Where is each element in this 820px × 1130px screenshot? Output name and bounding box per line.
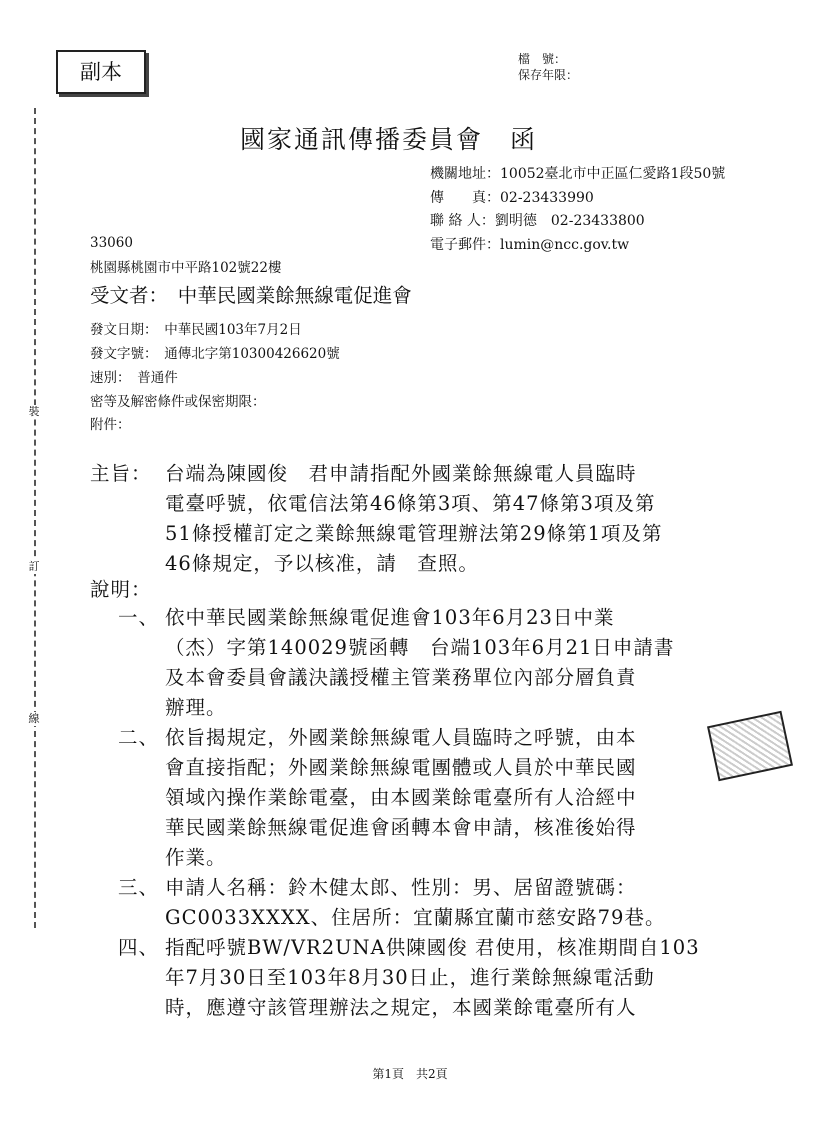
item-line: 指配呼號BW/VR2UNA供陳國俊 君使用，核准期間自103 [165, 936, 700, 959]
postal-code: 33060 [90, 235, 133, 251]
subject-label: 主旨： [90, 462, 152, 485]
item-line: （杰）字第140029號函轉 台端103年6月21日申請書 [165, 636, 675, 659]
binding-mark-3: 線 [28, 712, 40, 725]
item-number: 一、 [118, 606, 160, 629]
binding-mark-2: 訂 [28, 560, 40, 573]
item-line: 辦理。 [165, 696, 227, 719]
item-line: 華民國業餘無線電促進會函轉本會申請，核准後始得 [165, 816, 637, 839]
dispatch-date: 發文日期： 中華民國103年7月2日 [90, 322, 302, 338]
binding-line [34, 108, 36, 928]
urgency: 速別： 普通件 [90, 370, 178, 386]
dispatch-number: 發文字號： 通傳北字第10300426620號 [90, 346, 340, 362]
item-line: 作業。 [165, 846, 227, 869]
received-stamp [707, 711, 793, 782]
agency-fax: 傳 真：02-23433990 [430, 190, 594, 206]
item-line: 會直接指配；外國業餘無線電團體或人員於中華民國 [165, 756, 637, 779]
attachments: 附件： [90, 417, 131, 433]
contact-email: 電子郵件：lumin@ncc.gov.tw [430, 237, 630, 253]
item-line: 依旨揭規定，外國業餘無線電人員臨時之呼號，由本 [165, 726, 637, 749]
recipient: 受文者： 中華民國業餘無線電促進會 [90, 284, 412, 307]
item-number: 四、 [118, 936, 160, 959]
item-number: 三、 [118, 876, 160, 899]
binding-mark-1: 裝 [28, 405, 40, 418]
item-number: 二、 [118, 726, 160, 749]
item-line: 時，應遵守該管理辦法之規定，本國業餘電臺所有人 [165, 996, 637, 1019]
item-line: 及本會委員會議決議授權主管業務單位內部分層負責 [165, 666, 637, 689]
subject-line: 51條授權訂定之業餘無線電管理辦法第29條第1項及第 [165, 522, 663, 545]
retention-period-label: 保存年限： [518, 68, 579, 82]
item-line: 申請人名稱：鈴木健太郎、性別：男、居留證號碼： [165, 876, 637, 899]
agency-address: 機關地址：10052臺北市中正區仁愛路1段50號 [430, 166, 726, 182]
item-line: 領域內操作業餘電臺，由本國業餘電臺所有人洽經中 [165, 786, 637, 809]
subject-line: 電臺呼號，依電信法第46條第3項、第47條第3項及第 [165, 492, 656, 515]
item-line: 年7月30日至103年8月30日止，進行業餘無線電活動 [165, 966, 655, 989]
recipient-address: 桃園縣桃園市中平路102號22樓 [90, 260, 282, 276]
item-line: 依中華民國業餘無線電促進會103年6月23日中業 [165, 606, 615, 629]
page-footer: 第1頁 共2頁 [372, 1067, 448, 1081]
copy-stamp-label: 副本 [56, 50, 146, 94]
file-number-label: 檔 號： [518, 52, 567, 66]
subject-line: 台端為陳國俊 君申請指配外國業餘無線電人員臨時 [165, 462, 637, 485]
document-title: 國家通訊傳播委員會 函 [240, 125, 538, 154]
explanation-label: 說明： [90, 578, 152, 601]
confidentiality: 密等及解密條件或保密期限： [90, 394, 266, 410]
contact-person: 聯 絡 人：劉明德 02-23433800 [430, 213, 645, 229]
item-line: GC0033XXXX、住居所：宜蘭縣宜蘭市慈安路79巷。 [165, 906, 666, 929]
subject-line: 46條規定，予以核准，請 查照。 [165, 552, 479, 575]
